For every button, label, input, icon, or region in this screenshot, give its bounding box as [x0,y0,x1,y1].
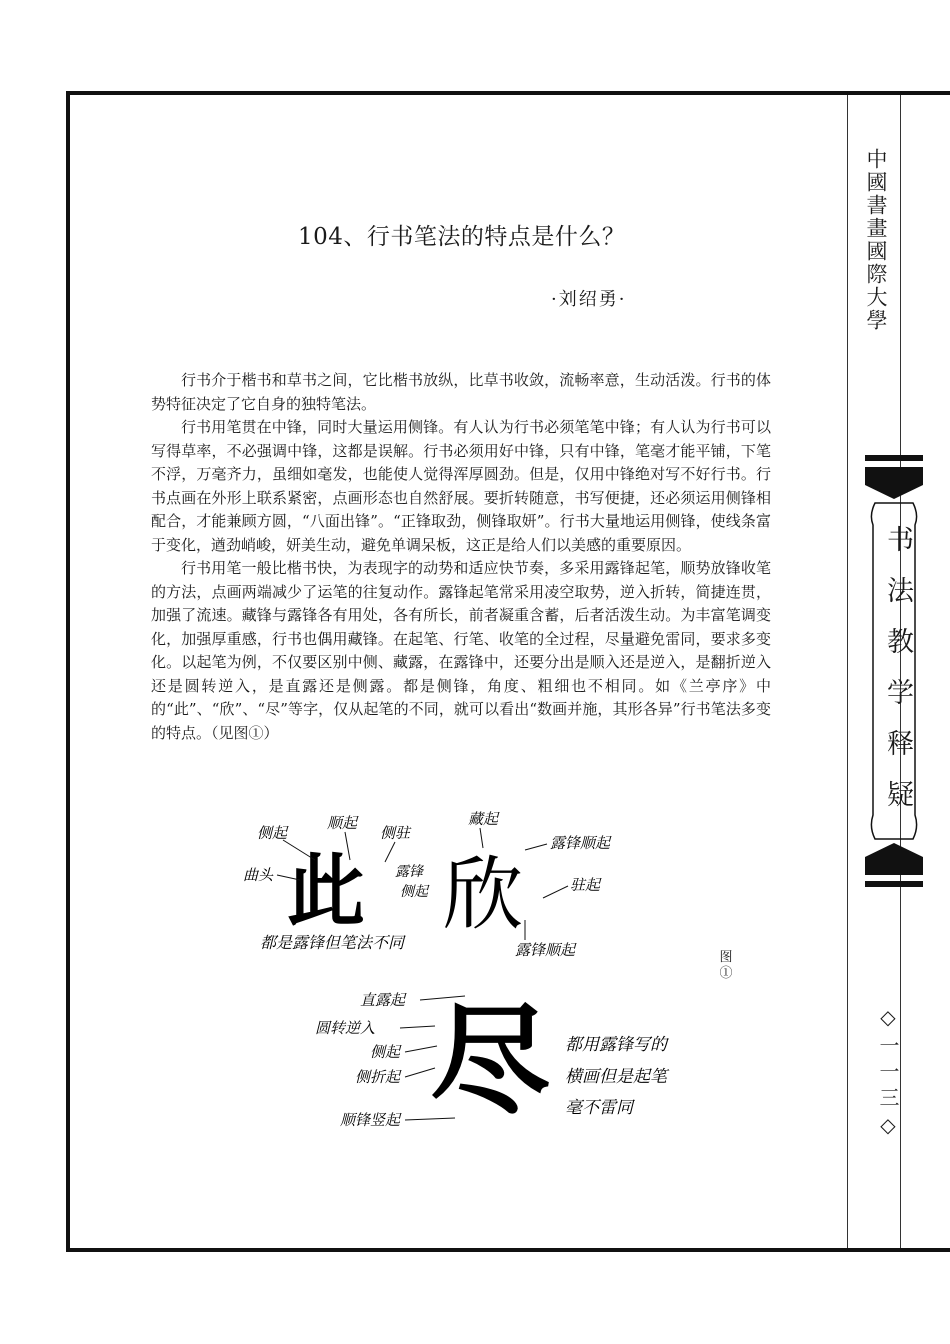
paragraph-3: 行书用笔一般比楷书快，为表现字的动势和适应快节奏，多采用露锋起笔，顺势放锋收笔的方法，点画两端减少了运笔的往复动作。露锋起笔常采用凌空取势，逆入折转，简捷连贯，加强了流速。藏锋与露锋各有用处，各有所长，前者凝重含蓄，后者活泼生动。为丰富笔调变化，加强厚重感，行书也偶用藏锋。在起笔、行笔、收笔的全过程，尽量避免雷同，要求多变化。以起笔为例，不仅要区别中侧、藏露，在露锋中，还要分出是顺入还是逆入，是翻折逆入还是圆转逆入，是直露还是侧露。都是侧锋，角度、粗细也不相同。如《兰亭序》中的“此”、“欣”、“尽”等字，仅从起笔的不同，就可以看出“数画并施，其形各异”行书笔法多变的特点。（见图①） [151,559,771,742]
article-author: ·刘绍勇· [551,289,627,310]
caption-top: 都是露锋但笔法不同 [260,933,405,952]
figure-label: 图① [719,950,733,981]
sidebar-divider-left [847,95,848,1248]
school-name: 中國書畫國際大學 [864,148,888,332]
annotation-side-pause: 侧驻 [380,824,411,842]
glyph-xin: 欣 [443,848,523,941]
annotation-side-start-2: 侧起 [400,884,428,900]
page-number: ◇一一三◇ [876,1005,900,1143]
glyph-ci: 此 [287,847,366,937]
annotation-pause-start: 驻起 [570,876,601,894]
annotation-side-start-3: 侧起 [370,1043,401,1061]
paragraph-1: 行书介于楷书和草书之间，它比楷书放纵，比草书收敛，流畅率意，生动活泼。行书的体势特征决定了它自身的独特笔法。 [151,371,771,413]
paragraph-2: 行书用笔贯在中锋，同时大量运用侧锋。有人认为行书必须笔笔中锋；有人认为行书可以写得草率，不必强调中锋，这都是误解。行书必须用好中锋，只有中锋，笔毫才能平铺，下笔不浮，万毫齐力，虽细如毫发，也能使人觉得浑厚圆劲。但是，仅用中锋绝对写不好行书。行书点画在外形上联系紧密，点画形态也自然舒展。要折转随意，书写便捷，还必须运用侧锋相配合，才能兼顾方圆，“八面出锋”。“正锋取劲，侧锋取妍”。行书大量地运用侧锋，使线条富于变化，遒劲峭峻，妍美生动，避免单调呆板，这正是给人们以美感的重要原因。 [151,418,771,554]
article-body [151,369,771,745]
annotation-smooth-start-1: 顺起 [327,814,358,832]
annotation-round-reverse: 圆转逆入 [315,1019,376,1037]
book-title: 书法教学释疑 [882,525,913,831]
annotation-side-fold: 侧折起 [355,1068,401,1086]
caption-bottom-line-1: 都用露锋写的 [565,1035,667,1055]
annotation-curved-head: 曲头 [243,866,274,884]
annotation-exposed-smooth-1: 露锋顺起 [550,834,611,852]
annotation-hidden-start: 藏起 [468,810,499,828]
calligraphy-figure [225,800,785,1140]
annotation-exposed-smooth-2: 露锋顺起 [515,941,576,959]
glyph-jin: 尽 [430,992,550,1131]
annotation-exposed-tip: 露锋 [395,864,423,880]
page-frame-top [66,91,950,95]
caption-bottom-line-2: 横画但是起笔 [565,1067,667,1087]
page-frame-bottom [66,1248,950,1252]
article-title: 104、行书笔法的特点是什么？ [298,224,626,250]
caption-bottom-line-3: 毫不雷同 [565,1098,633,1118]
page-frame-left [66,91,70,1251]
annotation-straight-exposed: 直露起 [360,991,406,1009]
annotation-vertical-start: 顺锋竖起 [340,1111,401,1129]
annotation-side-start-1: 侧起 [257,824,288,842]
